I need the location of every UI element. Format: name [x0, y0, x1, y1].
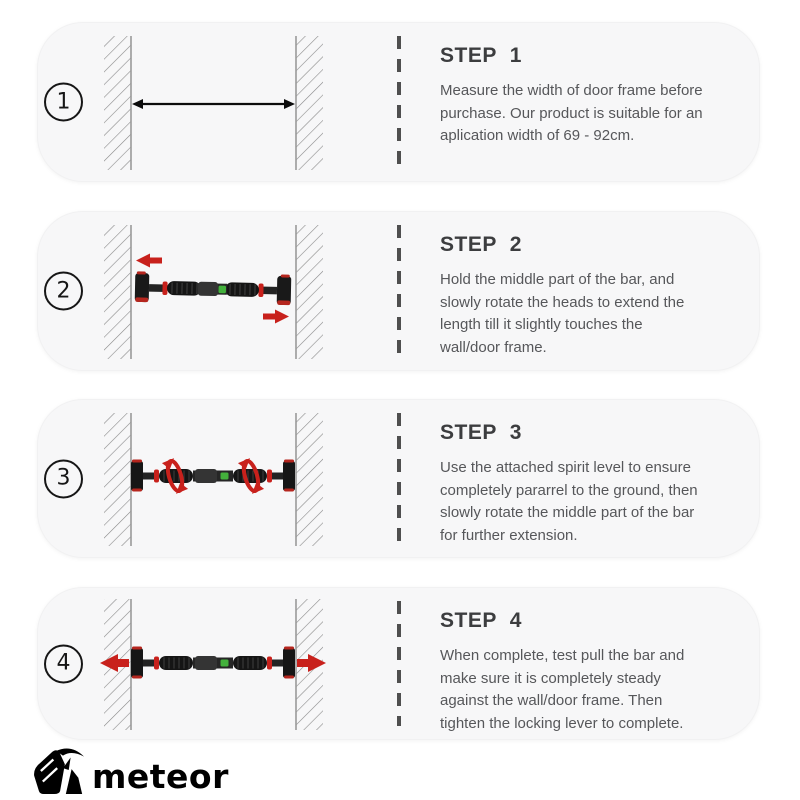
meteor-logo [33, 747, 229, 795]
step-4-title: STEP 4 [440, 609, 522, 632]
pull-up-bar [135, 271, 292, 305]
step-number: 1 [56, 89, 71, 114]
bar-test-pull-illustration [38, 588, 368, 741]
step-3-title: STEP 3 [440, 421, 522, 444]
bar-extend-illustration [38, 212, 368, 372]
step-2-description: Hold the middle part of the bar, and slowly rotate the heads to extend the length till it slightly touches the wall/door frame. [440, 271, 685, 356]
step-number: 3 [56, 465, 71, 491]
step-1-title: STEP 1 [440, 44, 522, 67]
step-4-panel [37, 587, 760, 740]
step-1-description: Measure the width of door frame before purchase. Our product is suitable for an aplication width of 69 - 92cm. [440, 82, 703, 144]
spirit-level-window [218, 286, 226, 294]
dashed-divider [397, 413, 401, 544]
step-3-panel [37, 399, 760, 558]
dashed-divider [397, 36, 401, 168]
step-1-panel [37, 22, 760, 182]
step-number: 2 [56, 278, 71, 303]
bar-rotate-illustration [38, 400, 368, 559]
step-2-panel [37, 211, 760, 371]
step-4-description: When complete, test pull the bar and make sure it is completely steady against the wall/door frame. Then tighten the locking lever to complete. [440, 647, 685, 732]
step-3-description: Use the attached spirit level to ensure completely pararrel to the ground, then slowly rotate the middle part of the bar for further extension. [440, 459, 698, 544]
logo-wordmark: meteor [92, 757, 229, 796]
measure-arrow-icon [132, 99, 295, 109]
pull-up-bar [131, 647, 295, 679]
meteor-mountain-icon [33, 747, 91, 795]
step-number: 4 [56, 650, 71, 676]
dashed-divider [397, 601, 401, 726]
pull-up-bar [131, 460, 295, 492]
dashed-divider [397, 225, 401, 357]
door-width-measure-illustration [38, 23, 368, 183]
step-2-title: STEP 2 [440, 233, 522, 256]
spirit-level-window [221, 473, 229, 480]
spirit-level-window [221, 660, 229, 667]
